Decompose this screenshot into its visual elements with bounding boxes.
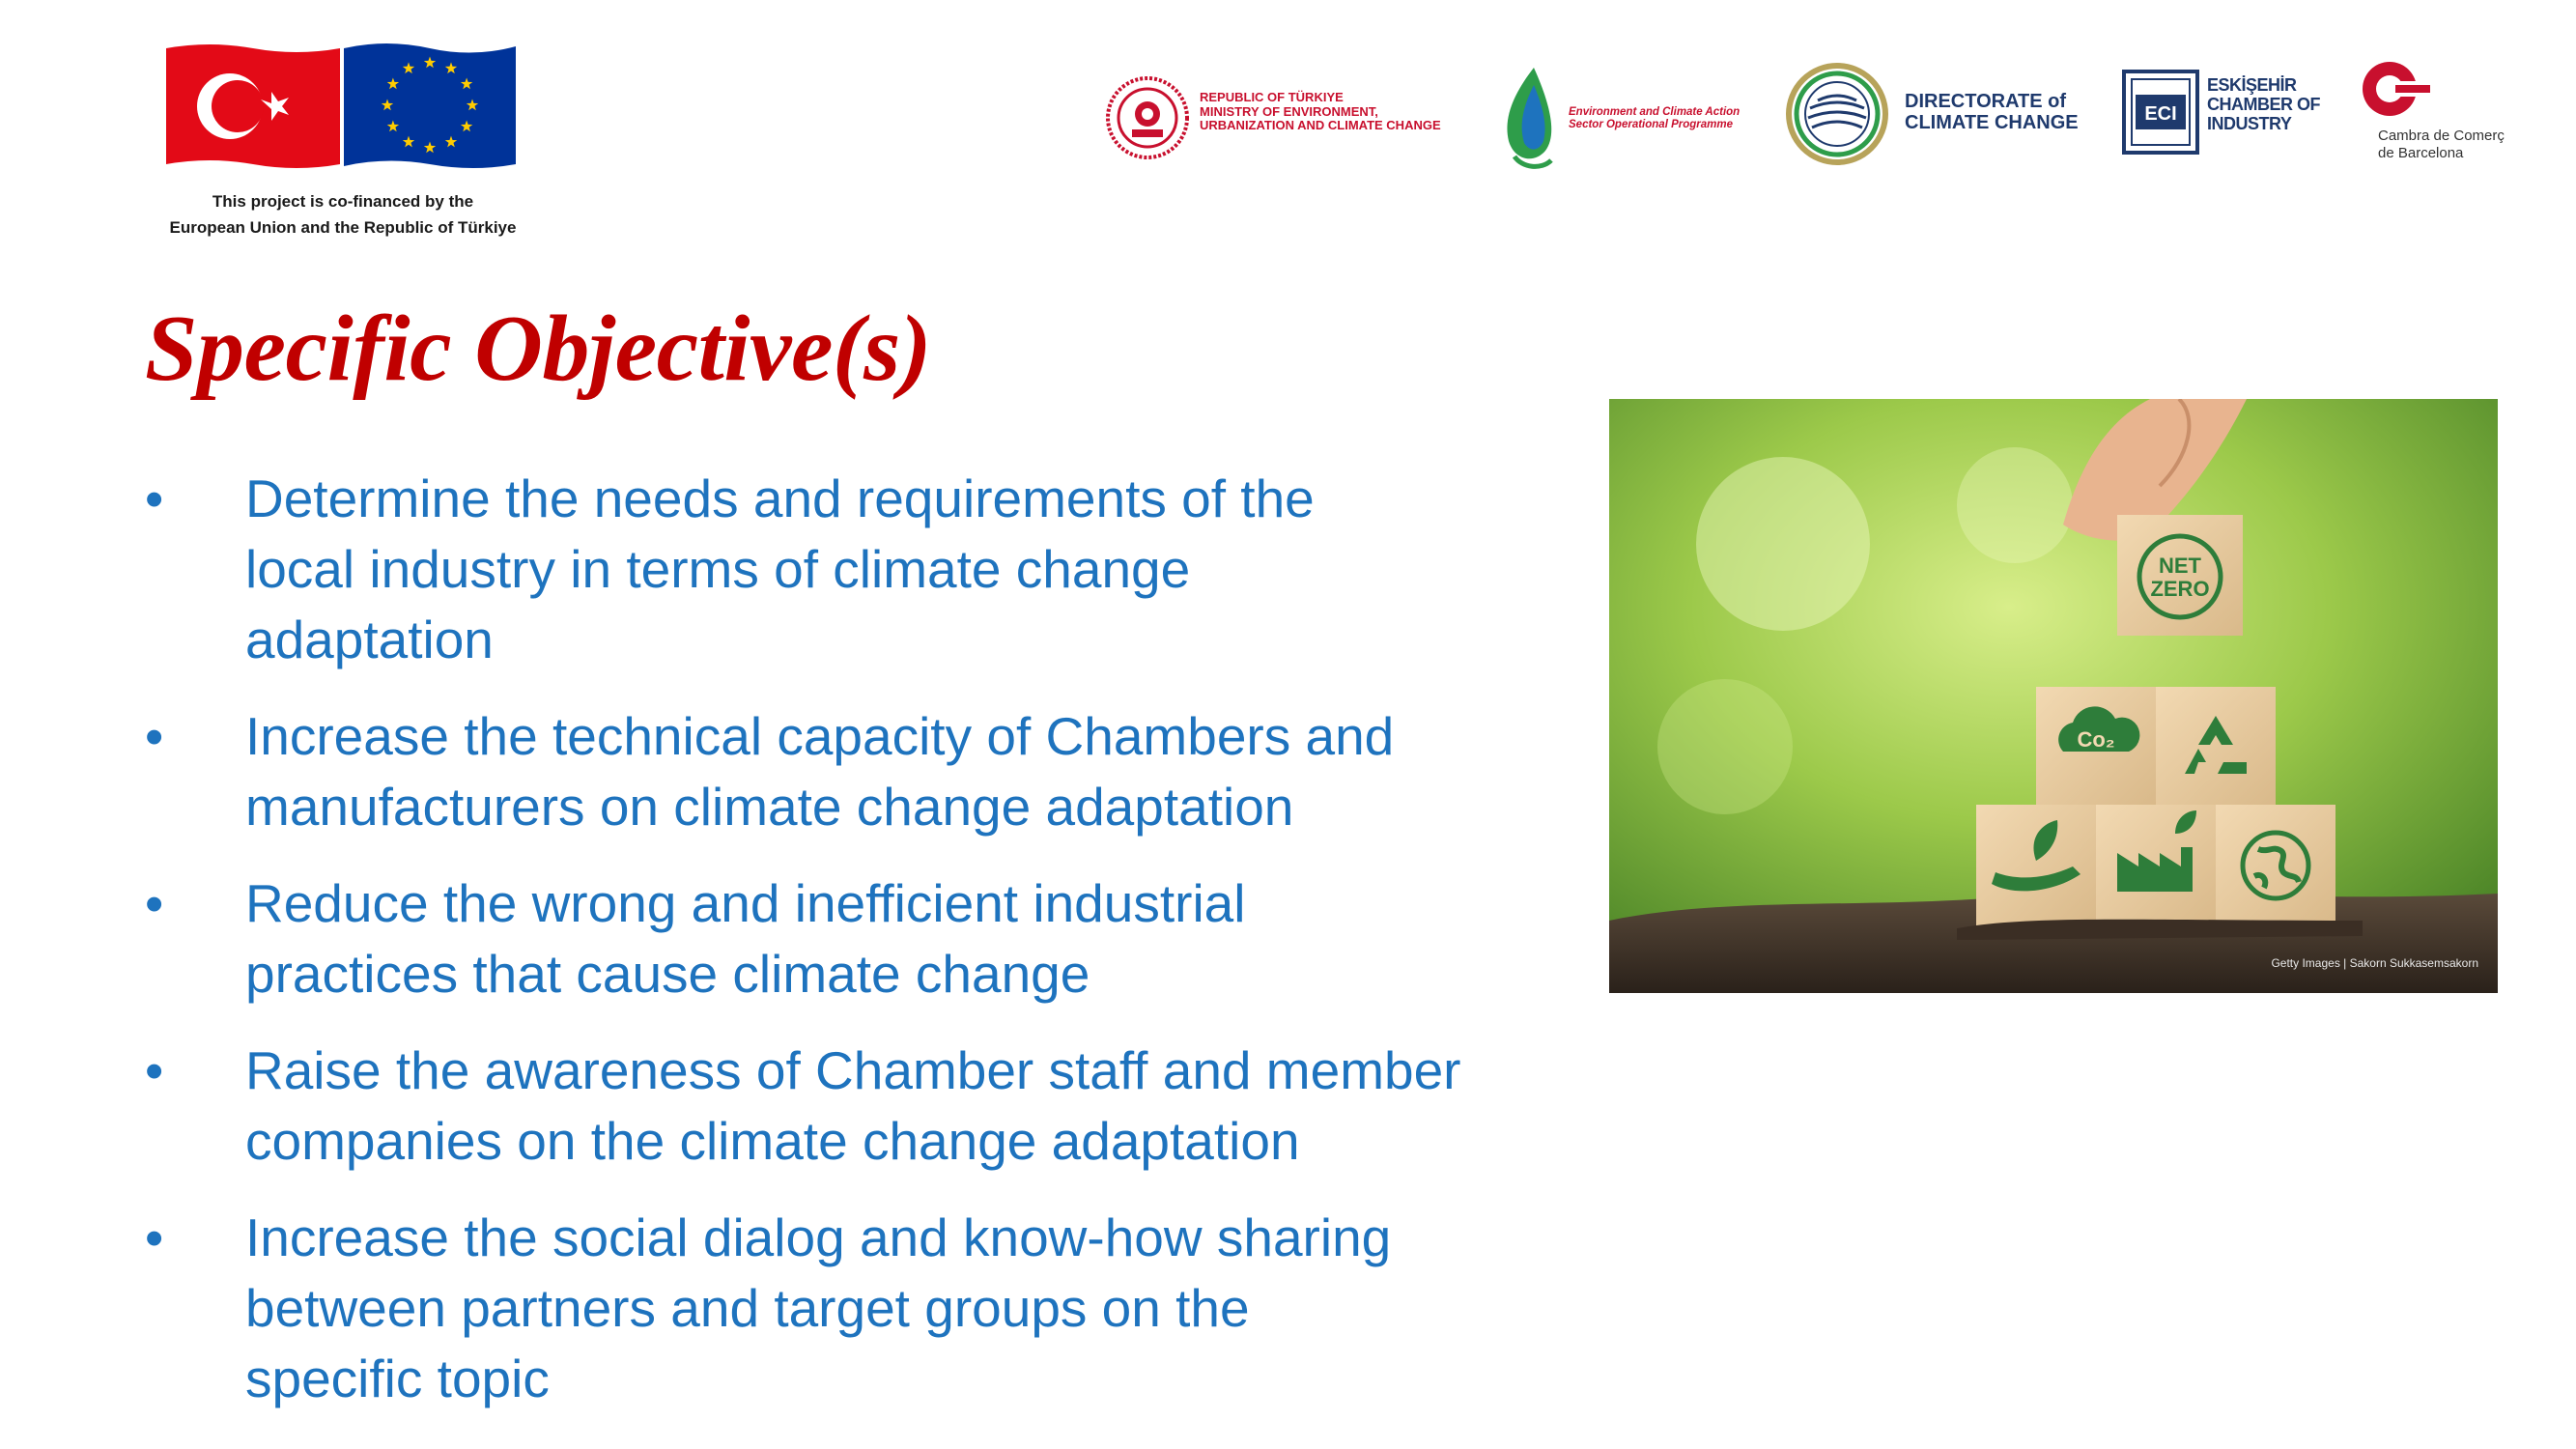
eci-badge-icon [2120,68,2201,156]
eci-badge-label: ECI [2144,103,2177,125]
objective-line: Reduce the wrong and inefficient industrial [245,873,1246,933]
leaf-drop-icon [1495,64,1563,172]
objective-line: local industry in terms of climate change [245,539,1191,599]
ministry-line-2: MINISTRY OF ENVIRONMENT, [1200,103,1378,119]
envop-line-1: Environment and Climate Action [1569,106,1741,118]
net-label: NET [2159,554,2201,578]
bullet-dot: • [145,469,164,528]
zero-label: ZERO [2150,577,2210,601]
barcelona-chamber-emblem-icon [2357,58,2434,124]
objective-line: Increase the technical capacity of Chambers and [245,706,1395,766]
photo-credit: Getty Images | Sakorn Sukkasemsakorn [2271,956,2478,970]
bullet-dot: • [145,873,164,933]
objective-line: specific topic [245,1349,550,1408]
bcn-line-2: de Barcelona [2378,145,2464,161]
objectives-list [145,464,1613,1440]
ministry-logo [1105,73,1467,160]
dcc-logo [1785,62,2104,170]
objective-line: manufacturers on climate change adaptation [245,777,1294,837]
ministry-line-1: REPUBLIC OF TÜRKIYE [1200,90,1344,104]
objective-line: companies on the climate change adaptation [245,1111,1300,1171]
net-zero-cubes-photo [1609,399,2498,993]
eci-line-2: CHAMBER OF [2207,95,2320,115]
objective-item [145,1203,1613,1414]
envop-line-2: Sector Operational Programme [1569,118,1733,130]
dcc-line-1: DIRECTORATE of [1905,91,2067,112]
slide-title: Specific Objective(s) [145,297,931,401]
objective-item [145,1036,1613,1177]
cofinance-caption [116,188,570,241]
objective-line: Determine the needs and requirements of the [245,469,1315,528]
env-programme-logo [1495,64,1756,172]
objective-item [145,701,1613,842]
objective-line: between partners and target groups on the [245,1278,1250,1338]
ministry-line-3: URBANIZATION AND CLIMATE CHANGE [1200,118,1441,133]
bullet-dot: • [145,1208,164,1267]
bullet-dot: • [145,1040,164,1100]
cube-globe [2216,805,2335,925]
objective-line: Raise the awareness of Chamber staff and member [245,1040,1461,1100]
cube-hand-plant [1976,805,2096,925]
dcc-line-2: CLIMATE CHANGE [1905,112,2079,134]
objective-item [145,868,1613,1009]
cube-co2 [2036,687,2156,805]
bullet-dot: • [145,706,164,766]
objective-item [145,464,1613,675]
eu-flag-icon [344,39,516,172]
cube-net-zero [2117,515,2243,636]
globe-rings-icon [1785,62,1889,166]
cofinance-line-1: This project is co-financed by the [212,192,474,211]
cube-recycle [2156,687,2276,805]
eci-logo [2120,68,2337,160]
eci-line-3: INDUSTRY [2207,114,2292,134]
eci-line-1: ESKİŞEHİR [2207,75,2297,95]
bcn-line-1: Cambra de Comerç [2378,128,2505,144]
barcelona-chamber-logo [2357,58,2550,174]
objective-line: adaptation [245,610,494,669]
co2-label: Co₂ [2077,727,2115,752]
cofinance-line-2: European Union and the Republic of Türkiye [169,218,517,237]
turkey-flag-icon [166,41,340,172]
cube-factory [2096,805,2216,925]
ministry-emblem-icon [1105,75,1190,160]
objective-line: practices that cause climate change [245,944,1090,1004]
objective-line: Increase the social dialog and know-how sharing [245,1208,1392,1267]
